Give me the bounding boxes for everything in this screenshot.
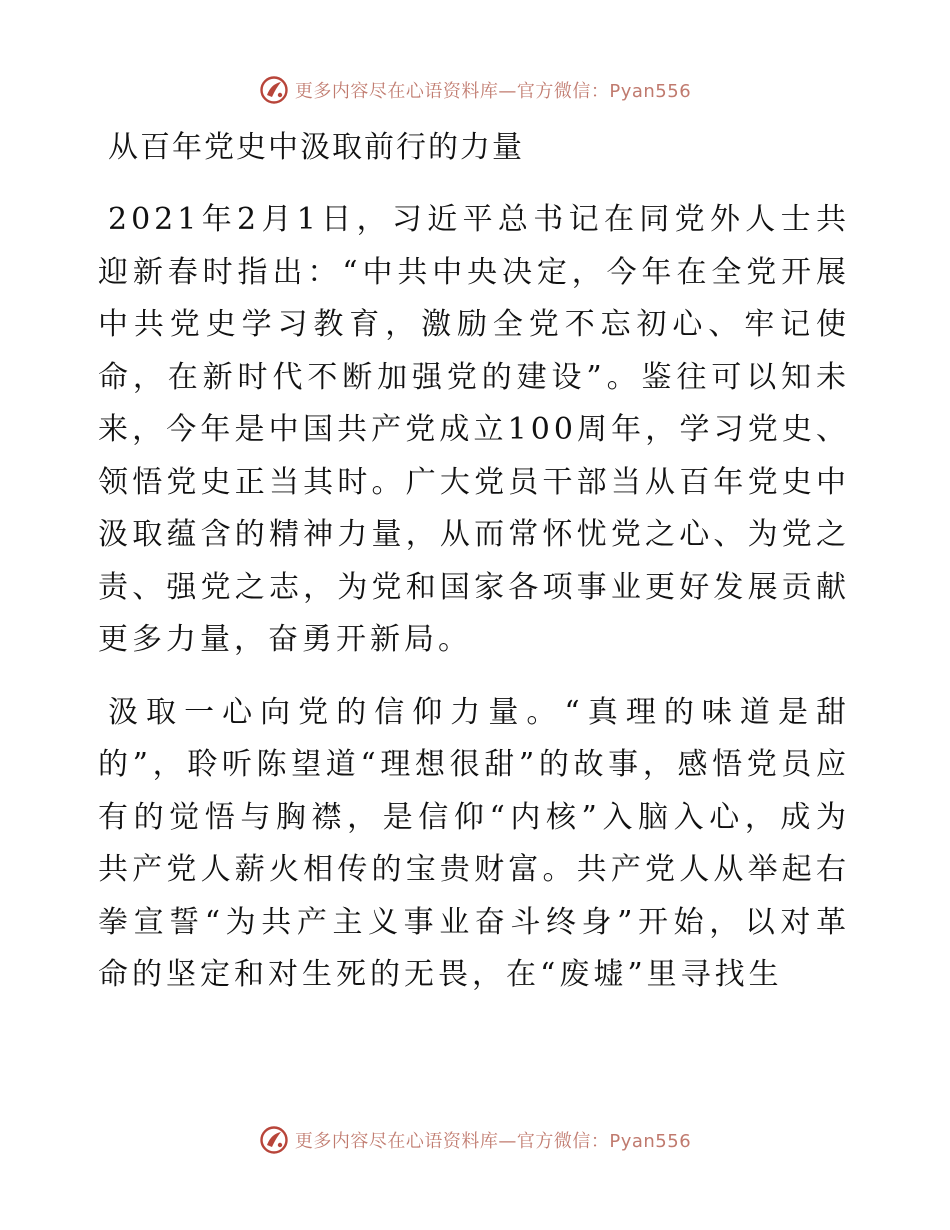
red-seal-logo-icon [259, 1125, 289, 1155]
watermark-text: 更多内容尽在心语资料库—官方微信：Pyan556 [294, 1131, 692, 1152]
header-watermark [0, 70, 950, 110]
footer-watermark [0, 1120, 950, 1160]
paragraph-1: 2021年2月1日，习近平总书记在同党外人士共迎新春时指出：“中共中央决定，今年在全党开展中共党史学习教育，激励全党不忘初心、牢记使命，在新时代不断加强党的建设”。鉴往可以知未来，今年是中国共产党成立100周年，学习党史、领悟党史正当其时。广大党员干部当从百年党史中汲取蕴含的精神力量，从而常怀忧党之心、为党之责、强党之志，为党和国家各项事业更好发展贡献更多力量，奋勇开新局。 [98, 202, 850, 657]
paragraph-2: 汲取一心向党的信仰力量。“真理的味道是甜的”，聆听陈望道“理想很甜”的故事，感悟党员应有的觉悟与胸襟，是信仰“内核”入脑入心，成为共产党人薪火相传的宝贵财富。共产党人从举起右拳宣誓“为共产主义事业奋斗终身”开始，以对革命的坚定和对生死的无畏，在“废墟”里寻找生 [98, 694, 850, 992]
document-body [98, 122, 850, 1002]
watermark-text: 更多内容尽在心语资料库—官方微信：Pyan556 [294, 81, 692, 102]
document-title: 从百年党史中汲取前行的力量 [108, 130, 524, 165]
red-seal-logo-icon [259, 75, 289, 105]
